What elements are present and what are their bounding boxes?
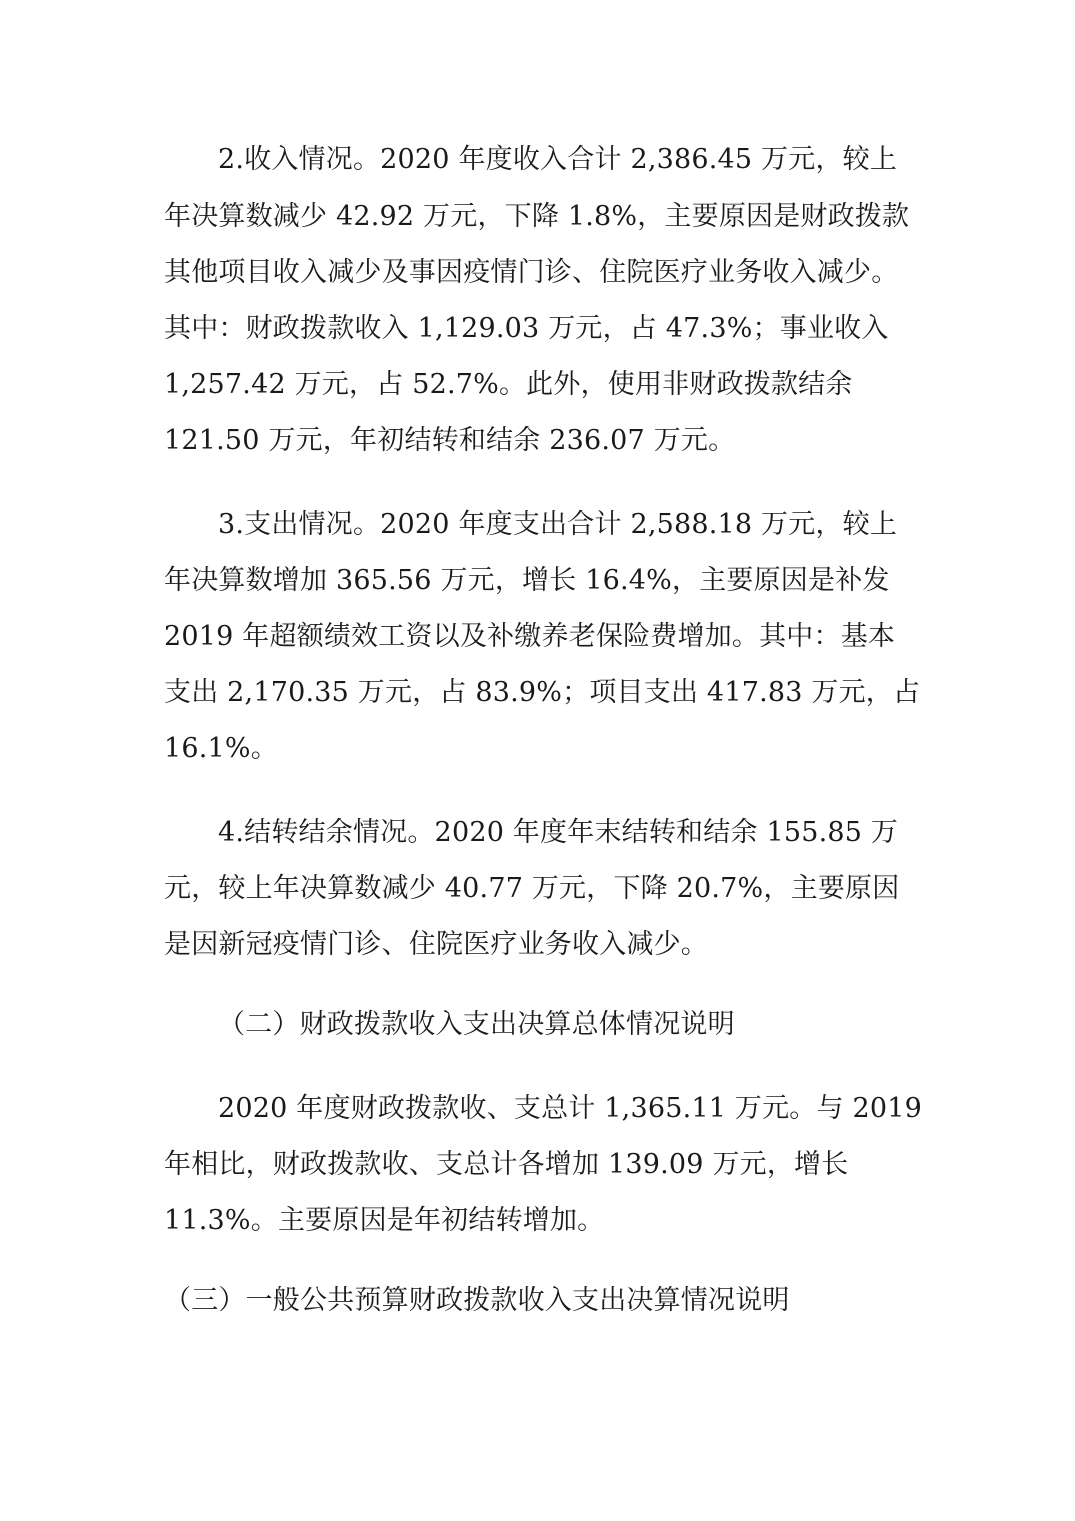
text-line: 4.结转结余情况。2020 年度年末结转和结余 155.85 万 <box>218 817 899 848</box>
text-line: 1,257.42 万元，占 52.7%。此外，使用非财政拨款结余 <box>164 369 853 400</box>
text-line: 年决算数增加 365.56 万元，增长 16.4%，主要原因是补发 <box>164 565 890 596</box>
text-line: 121.50 万元，年初结转和结余 236.07 万元。 <box>164 425 736 456</box>
text-line: 其中：财政拨款收入 1,129.03 万元，占 47.3%；事业收入 <box>164 313 889 344</box>
text-line: 3.支出情况。2020 年度支出合计 2,588.18 万元，较上 <box>218 509 898 540</box>
section-heading: （三）一般公共预算财政拨款收入支出决算情况说明 <box>164 1285 790 1316</box>
text-line: 元，较上年决算数减少 40.77 万元，下降 20.7%，主要原因 <box>164 873 900 904</box>
text-line: 2020 年度财政拨款收、支总计 1,365.11 万元。与 2019 <box>218 1093 922 1124</box>
text-line: 是因新冠疫情门诊、住院医疗业务收入减少。 <box>164 929 708 960</box>
text-line: 2.收入情况。2020 年度收入合计 2,386.45 万元，较上 <box>218 144 898 175</box>
text-line: 其他项目收入减少及事因疫情门诊、住院医疗业务收入减少。 <box>164 257 899 288</box>
text-line: 2019 年超额绩效工资以及补缴养老保险费增加。其中：基本 <box>164 621 896 652</box>
text-line: 年决算数减少 42.92 万元，下降 1.8%，主要原因是财政拨款 <box>164 201 910 232</box>
section-heading: （二）财政拨款收入支出决算总体情况说明 <box>218 1009 735 1040</box>
text-line: 16.1%。 <box>164 733 278 764</box>
text-line: 年相比，财政拨款收、支总计各增加 139.09 万元，增长 <box>164 1149 849 1180</box>
text-line: 11.3%。主要原因是年初结转增加。 <box>164 1205 605 1236</box>
text-line: 支出 2,170.35 万元，占 83.9%；项目支出 417.83 万元，占 <box>164 677 921 708</box>
